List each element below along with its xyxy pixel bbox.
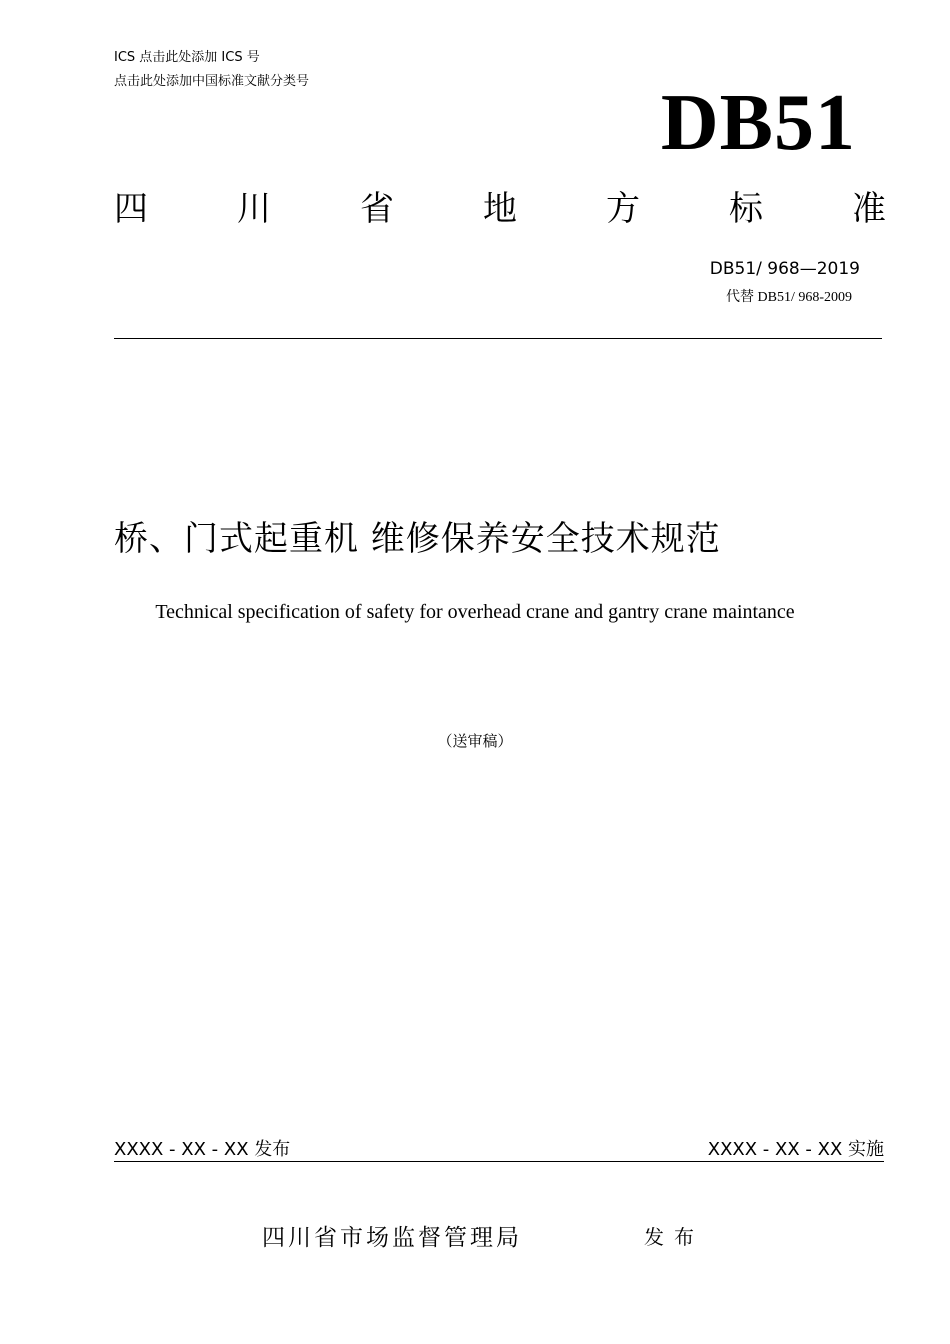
- draft-status-label: （送审稿）: [437, 732, 513, 750]
- issue-date: XXXX - XX - XX 发布: [114, 1139, 291, 1160]
- header-divider: [114, 338, 882, 339]
- issue-label: 发布: [644, 1225, 704, 1249]
- standard-type-char: 川: [237, 189, 271, 229]
- standard-type-char: 省: [360, 189, 394, 229]
- standard-type-char: 四: [114, 189, 148, 229]
- replaces-standard: 代替 DB51/ 968-2009: [726, 290, 852, 305]
- implementation-date: XXXX - XX - XX 实施: [707, 1139, 884, 1160]
- ccs-classification-placeholder: 点击此处添加中国标准文献分类号: [114, 74, 310, 89]
- standard-number: DB51/ 968—2019: [709, 259, 860, 279]
- document-title-english: Technical specification of safety for overhead crane and gantry crane maintance: [155, 601, 795, 623]
- document-title-chinese: 桥、门式起重机 维修保养安全技术规范: [114, 519, 721, 559]
- ics-number-placeholder: ICS 点击此处添加 ICS 号: [114, 50, 260, 65]
- footer-divider: [114, 1161, 884, 1162]
- standard-type-char: 方: [606, 189, 640, 229]
- standard-type-char: 地: [483, 189, 517, 229]
- standard-type-heading: [114, 188, 886, 230]
- standard-type-char: 准: [852, 189, 886, 229]
- standard-code-logo: DB51: [660, 79, 856, 167]
- issuing-authority: 四川省市场监督管理局: [262, 1225, 522, 1251]
- standard-type-char: 标: [729, 189, 763, 229]
